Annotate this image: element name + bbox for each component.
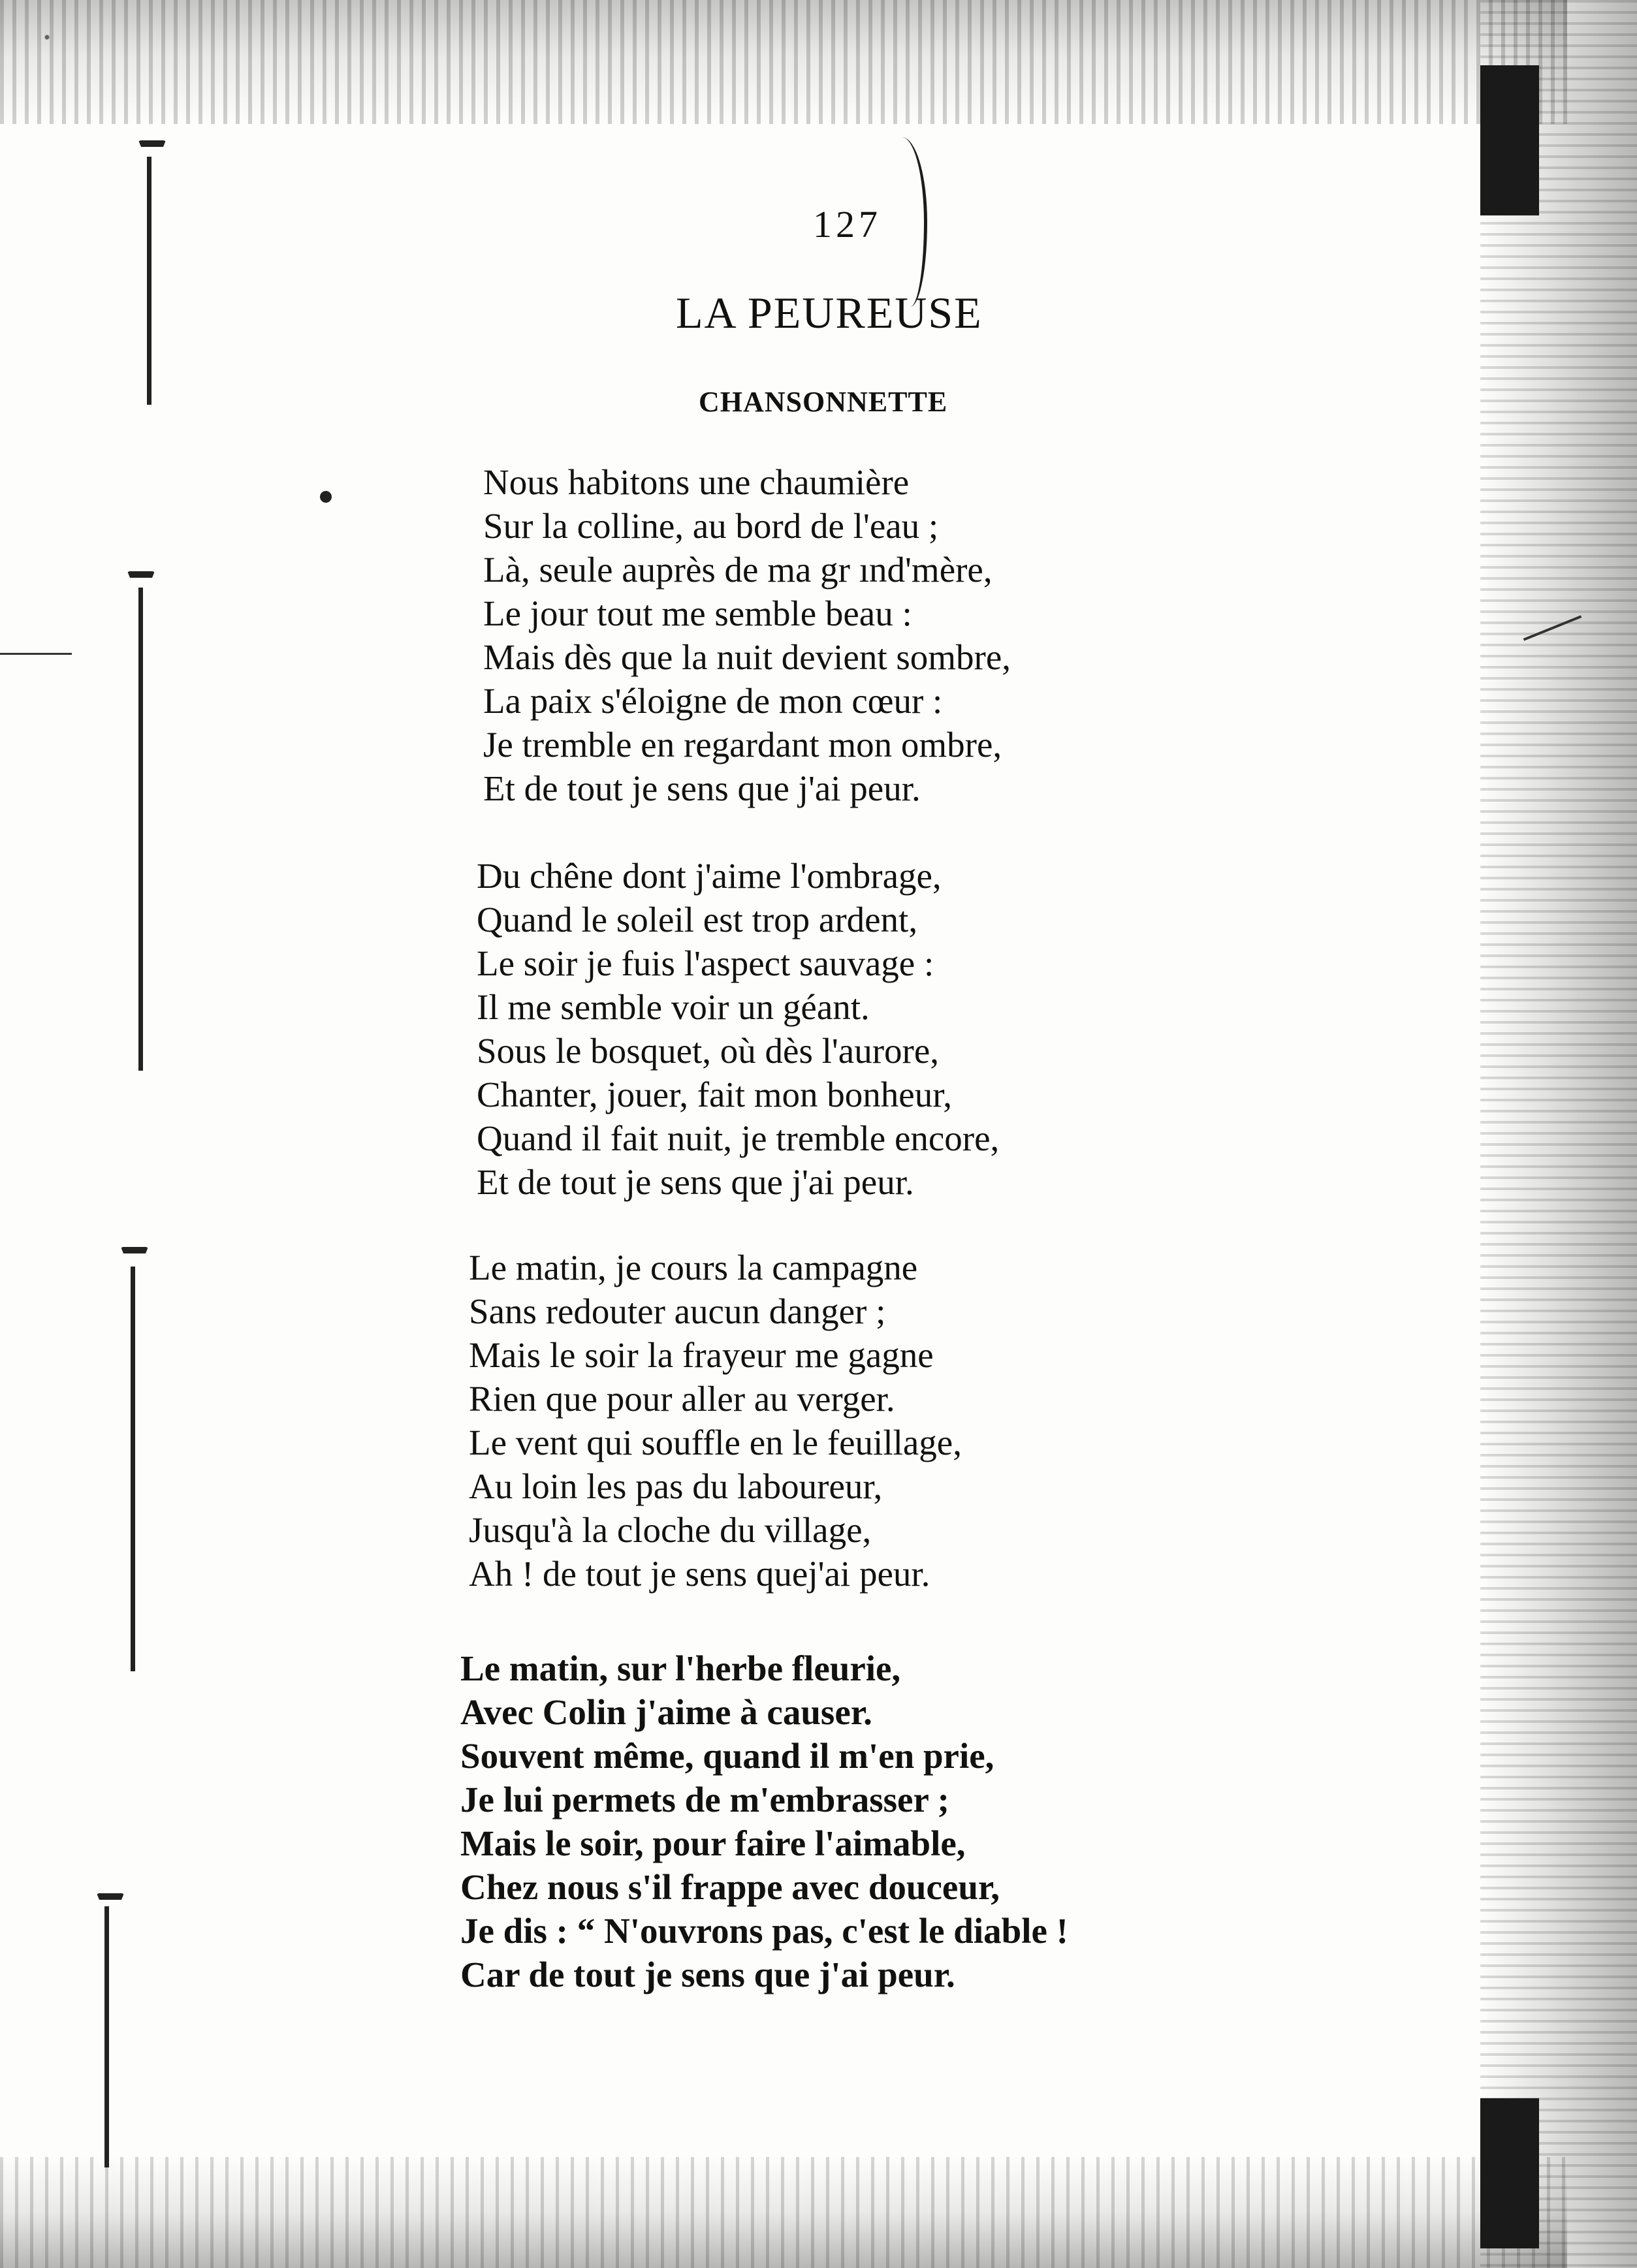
verse-line: Jusqu'à la cloche du village, [469, 1510, 872, 1550]
verse-line: Je tremble en regardant mon ombre, [483, 725, 1002, 764]
verse-line: Mais dès que la nuit devient sombre, [483, 637, 1011, 677]
margin-hook [97, 1893, 124, 1922]
scan-shadow-bottom-right [1480, 2098, 1539, 2248]
stanza [460, 1646, 1068, 1996]
verse-line: Et de tout je sens que j'ai peur. [477, 1162, 914, 1202]
verse-line: Le matin, sur l'herbe fleurie, [460, 1648, 901, 1688]
verse-line: Mais le soir la frayeur me gagne [469, 1335, 934, 1375]
verse-line: Je dis : “ N'ouvrons pas, c'est le diable ! [460, 1911, 1068, 1951]
verse-line: Le vent qui souffle en le feuillage, [469, 1423, 962, 1462]
verse-line: Là, seule auprès de ma gr ınd'mère, [483, 550, 993, 590]
verse-line: Et de tout je sens que j'ai peur. [483, 768, 921, 808]
verse-line: Car de tout je sens que j'ai peur. [460, 1955, 955, 1994]
scan-noise-bottom [0, 2157, 1567, 2268]
verse-line: Nous habitons une chaumière [483, 462, 910, 502]
verse-line: Quand le soleil est trop ardent, [477, 900, 918, 939]
verse-line: Chez nous s'il frappe avec douceur, [460, 1867, 1000, 1907]
verse-line: Le matin, je cours la campagne [469, 1248, 918, 1287]
verse-line: Sur la colline, au bord de l'eau ; [483, 506, 939, 546]
margin-hook [138, 140, 166, 169]
pen-stroke [885, 137, 927, 307]
ink-spot [320, 491, 332, 503]
verse-line: Il me semble voir un géant. [477, 987, 870, 1027]
margin-mark [104, 1906, 109, 2167]
verse-line: Du chêne dont j'aime l'ombrage, [477, 856, 942, 896]
verse-line: Le soir je fuis l'aspect sauvage : [477, 943, 934, 983]
verse-line: Mais le soir, pour faire l'aimable, [460, 1823, 966, 1863]
verse-line: Je lui permets de m'embrasser ; [460, 1780, 949, 1819]
stanza [477, 854, 999, 1204]
verse-line: Sous le bosquet, où dès l'aurore, [477, 1031, 939, 1071]
verse-line: Le jour tout me semble beau : [483, 593, 912, 633]
verse-line: Quand il fait nuit, je tremble encore, [477, 1118, 1000, 1158]
margin-hook [127, 571, 155, 600]
margin-mark [147, 157, 151, 405]
margin-hook [121, 1247, 148, 1276]
verse-line: Souvent même, quand il m'en prie, [460, 1736, 994, 1776]
verse-line: La paix s'éloigne de mon cœur : [483, 681, 943, 721]
verse-line: Au loin les pas du laboureur, [469, 1466, 883, 1506]
poem-title: LA PEUREUSE [676, 288, 983, 338]
page-number: 127 [813, 203, 882, 245]
margin-mark [131, 1267, 135, 1671]
scan-noise-top [0, 0, 1567, 124]
verse-line: Rien que pour aller au verger. [469, 1379, 895, 1419]
poem-subtitle: CHANSONNETTE [699, 386, 948, 418]
ink-dash [0, 653, 72, 655]
verse-line: Chanter, jouer, fait mon bonheur, [477, 1075, 953, 1114]
margin-mark [138, 588, 143, 1071]
verse-line: Sans redouter aucun danger ; [469, 1291, 886, 1331]
verse-line: Ah ! de tout je sens quej'ai peur. [469, 1554, 930, 1594]
stanza [483, 460, 1011, 810]
scan-noise-right [1480, 0, 1637, 2268]
scan-shadow-top-right [1480, 65, 1539, 215]
verse-line: Avec Colin j'aime à causer. [460, 1692, 872, 1732]
stanza [469, 1246, 962, 1596]
